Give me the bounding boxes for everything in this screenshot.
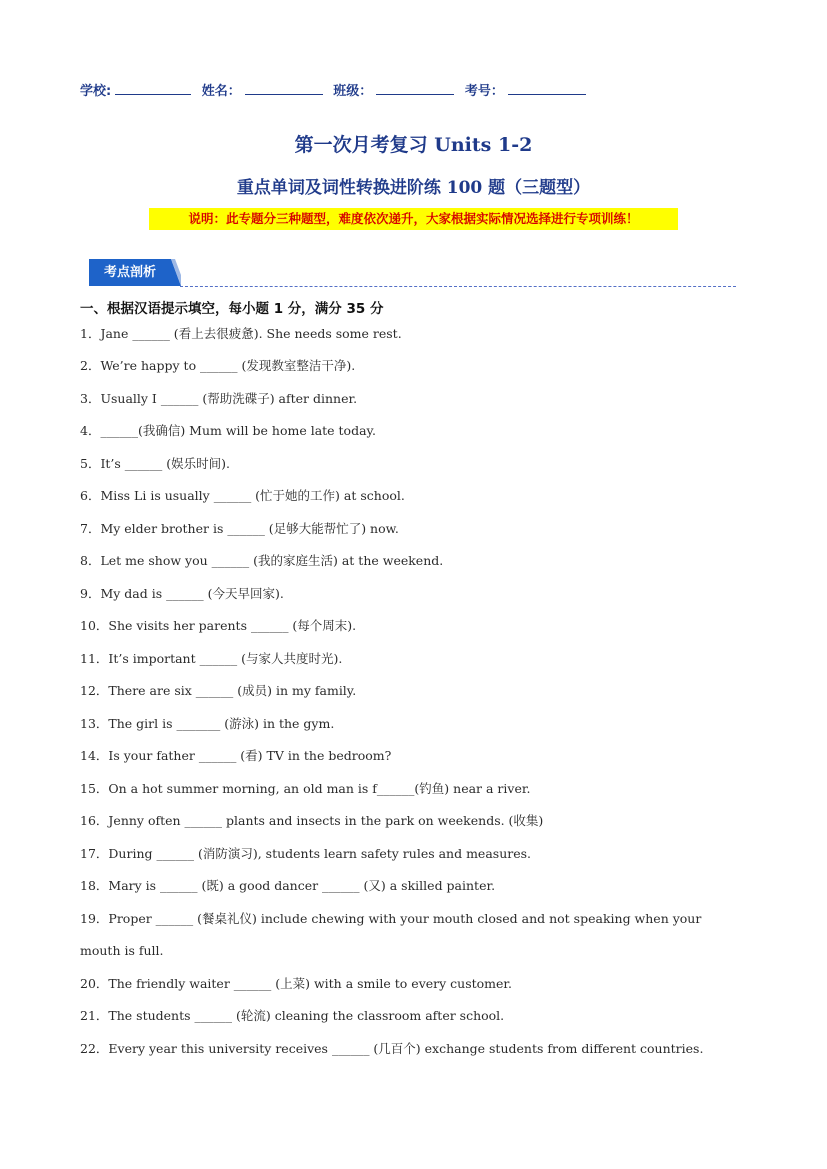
question-item: 19．Proper ______ (餐桌礼仪) include chewing with your mouth closed and not speaking when your mouth is full. xyxy=(80,911,702,958)
section-heading: 一、根据汉语提示填空，每小题 1 分，满分 35 分 xyxy=(80,301,384,317)
school-label: 学校: xyxy=(80,84,112,99)
question-item: 13．The girl is _______ (游泳) in the gym. xyxy=(80,716,335,731)
sub-title: 重点单词及词性转换进阶练 100 题（三题型） xyxy=(236,178,591,198)
question-item: 3．Usually I ______ (帮助洗碟子) after dinner. xyxy=(80,391,358,406)
question-item: 20．The friendly waiter ______ (上菜) with a smile to every customer. xyxy=(80,976,513,991)
class-label: 班级： xyxy=(333,84,373,99)
question-item: 1．Jane ______ (看上去很疲惫). She needs some rest. xyxy=(80,326,402,341)
question-item: 2．We’re happy to ______ (发现教室整洁干净). xyxy=(80,358,356,373)
question-item: 4．______(我确信) Mum will be home late today. xyxy=(80,423,376,438)
question-item: 14．Is your father ______ (看) TV in the bedroom? xyxy=(80,748,392,763)
name-blank[interactable] xyxy=(245,81,323,95)
question-item: 5．It’s ______ (娱乐时间). xyxy=(80,456,230,471)
question-item: 15．On a hot summer morning, an old man is f______(钓鱼) near a river. xyxy=(80,781,531,796)
question-item: 7．My elder brother is ______ (足够大能帮忙了) now. xyxy=(80,521,399,536)
student-info-row xyxy=(80,80,586,100)
question-item: 10．She visits her parents ______ (每个周末). xyxy=(80,618,357,633)
section-divider xyxy=(180,286,736,287)
question-item: 22．Every year this university receives ______ (几百个) exchange students from different countries. xyxy=(80,1041,704,1056)
question-item: 17．During ______ (消防演习), students learn safety rules and measures. xyxy=(80,846,532,861)
section-tab-label: 考点剖析 xyxy=(103,265,156,280)
question-item: 8．Let me show you ______ (我的家庭生活) at the weekend. xyxy=(80,553,444,568)
question-item: 21．The students ______ (轮流) cleaning the classroom after school. xyxy=(80,1008,505,1023)
class-blank[interactable] xyxy=(376,81,454,95)
school-blank[interactable] xyxy=(115,81,191,95)
question-item: 9．My dad is ______ (今天早回家). xyxy=(80,586,284,601)
exam-number-label: 考号： xyxy=(464,84,504,99)
name-label: 姓名： xyxy=(201,84,241,99)
question-item: 11．It’s important ______ (与家人共度时光). xyxy=(80,651,343,666)
main-title: 第一次月考复习 Units 1-2 xyxy=(294,134,533,156)
question-item: 12．There are six ______ (成员) in my family. xyxy=(80,683,357,698)
section-tab xyxy=(89,259,181,286)
question-item: 6．Miss Li is usually ______ (忙于她的工作) at school. xyxy=(80,488,405,503)
instruction-note: 说明：此专题分三种题型，难度依次递升，大家根据实际情况选择进行专项训练！ xyxy=(149,208,678,230)
question-item: 18．Mary is ______ (既) a good dancer ______ (又) a skilled painter. xyxy=(80,878,496,893)
question-item: 16．Jenny often ______ plants and insects in the park on weekends. (收集) xyxy=(80,813,544,828)
exam-number-blank[interactable] xyxy=(508,81,586,95)
